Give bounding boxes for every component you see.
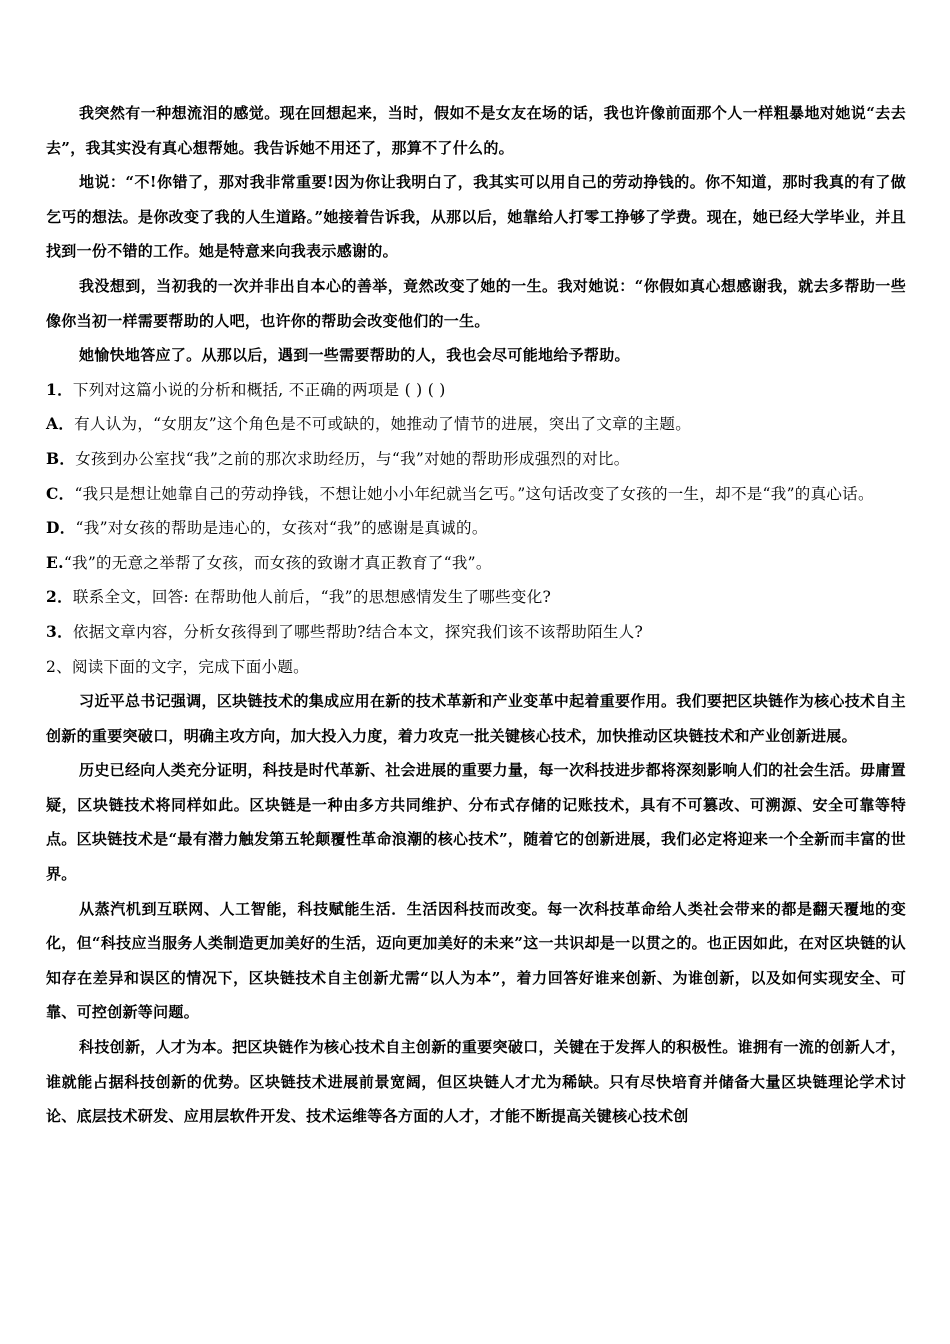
- question-2: [46, 580, 906, 615]
- passage-paragraph: 习近平总书记强调，区块链技术的集成应用在新的技术革新和产业变革中起着重要作用。我们要把区块链作为核心技术自主创新的重要突破口，明确主攻方向，加大投入力度，着力攻克一批关键核心技术，加快推动区块链技术和产业创新进展。: [46, 692, 906, 745]
- passage-paragraph: 从蒸汽机到互联网、人工智能，科技赋能生活．生活因科技而改变。每一次科技革命给人类社会带来的都是翻天覆地的变化，但“科技应当服务人类制造更加美好的生活，迈向更加美好的未来”这一共识却是一以贯之的。也正因如此，在对区块链的认知存在差异和误区的情况下，区块链技术自主创新尤需“以人为本”，着力回答好谁来创新、为谁创新，以及如何实现安全、可靠、可控创新等问题。: [46, 899, 906, 1022]
- option-letter: A．: [46, 414, 75, 434]
- option-text: “我”对女孩的帮助是违心的，女孩对“我”的感谢是真诚的。: [75, 519, 488, 538]
- question-text: 下列对这篇小说的分析和概括, 不正确的两项是 ( ) ( ): [72, 380, 446, 399]
- question-text: 联系全文，回答: 在帮助他人前后，“我”的思想感情发生了哪些变化?: [72, 588, 552, 607]
- option-d: [46, 511, 906, 546]
- passage-paragraph: 历史已经向人类充分证明，科技是时代革新、社会进展的重要力量，每一次科技进步都将深刻影响人们的社会生活。毋庸置疑，区块链技术将同样如此。区块链是一种由多方共同维护、分布式存储的记账技术，具有不可篡改、可溯源、安全可靠等特点。区块链技术是“最有潜力触发第五轮颠覆性革命浪潮的核心技术”，随着它的创新进展，我们必定将迎来一个全新而丰富的世界。: [46, 761, 906, 884]
- question-1: [46, 373, 906, 408]
- story-paragraph: 地说：“不!你错了，那对我非常重要!因为你让我明白了，我其实可以用自己的劳动挣钱的。你不知道，那时我真的有了做乞丐的想法。是你改变了我的人生道路。”她接着告诉我，从那以后，她靠给人打零工挣够了学费。现在，她已经大学毕业，并且找到一份不错的工作。她是特意来向我表示感谢的。: [46, 173, 906, 261]
- option-text: 女孩到办公室找“我”之前的那次求助经历，与“我”对她的帮助形成强烈的对比。: [75, 449, 630, 468]
- section-2-heading: 2、阅读下面的文字，完成下面小题。: [46, 657, 309, 676]
- document-page: [46, 96, 906, 1134]
- option-text: “我”的无意之举帮了女孩，而女孩的致谢才真正教育了“我”。: [63, 553, 492, 572]
- option-text: “我只是想让她靠自己的劳动挣钱，不想让她小小年纪就当乞丐。”这句话改变了女孩的一生，却不是“我”的真心话。: [74, 484, 874, 503]
- option-c: [46, 477, 906, 512]
- passage-paragraph: 科技创新，人才为本。把区块链作为核心技术自主创新的重要突破口，关键在于发挥人的积极性。谁拥有一流的创新人才，谁就能占据科技创新的优势。区块链技术进展前景宽阔，但区块链人才尤为稀缺。只有尽快培育并储备大量区块链理论学术讨论、底层技术研发、应用层软件开发、技术运维等各方面的人才，才能不断提高关键核心技术创: [46, 1038, 906, 1126]
- story-paragraph: 我没想到，当初我的一次并非出自本心的善举，竟然改变了她的一生。我对她说：“你假如真心想感谢我，就去多帮助一些像你当初一样需要帮助的人吧，也许你的帮助会改变他们的一生。: [46, 276, 906, 330]
- story-paragraph: 她愉快地答应了。从那以后，遇到一些需要帮助的人，我也会尽可能地给予帮助。: [79, 346, 630, 365]
- story-paragraph: 我突然有一种想流泪的感觉。现在回想起来，当时，假如不是女友在场的话，我也许像前面那个人一样粗暴地对她说“去去去”，我其实没有真心想帮她。我告诉她不用还了，那算不了什么的。: [46, 104, 906, 157]
- option-e: [46, 546, 906, 581]
- option-b: [46, 442, 906, 477]
- option-letter: B．: [46, 448, 76, 468]
- question-number: 3．: [46, 621, 73, 641]
- question-3: [46, 615, 906, 650]
- option-letter: C．: [46, 483, 75, 503]
- option-a: [46, 407, 906, 442]
- option-letter: D．: [46, 518, 76, 538]
- question-text: 依据文章内容，分析女孩得到了哪些帮助?结合本文，探究我们该不该帮助陌生人?: [72, 622, 644, 641]
- question-number: 1．: [46, 379, 73, 399]
- question-number: 2．: [46, 587, 73, 607]
- option-letter: E.: [46, 552, 64, 572]
- option-text: 有人认为，“女朋友”这个角色是不可或缺的，她推动了情节的进展，突出了文章的主题。: [74, 415, 691, 434]
